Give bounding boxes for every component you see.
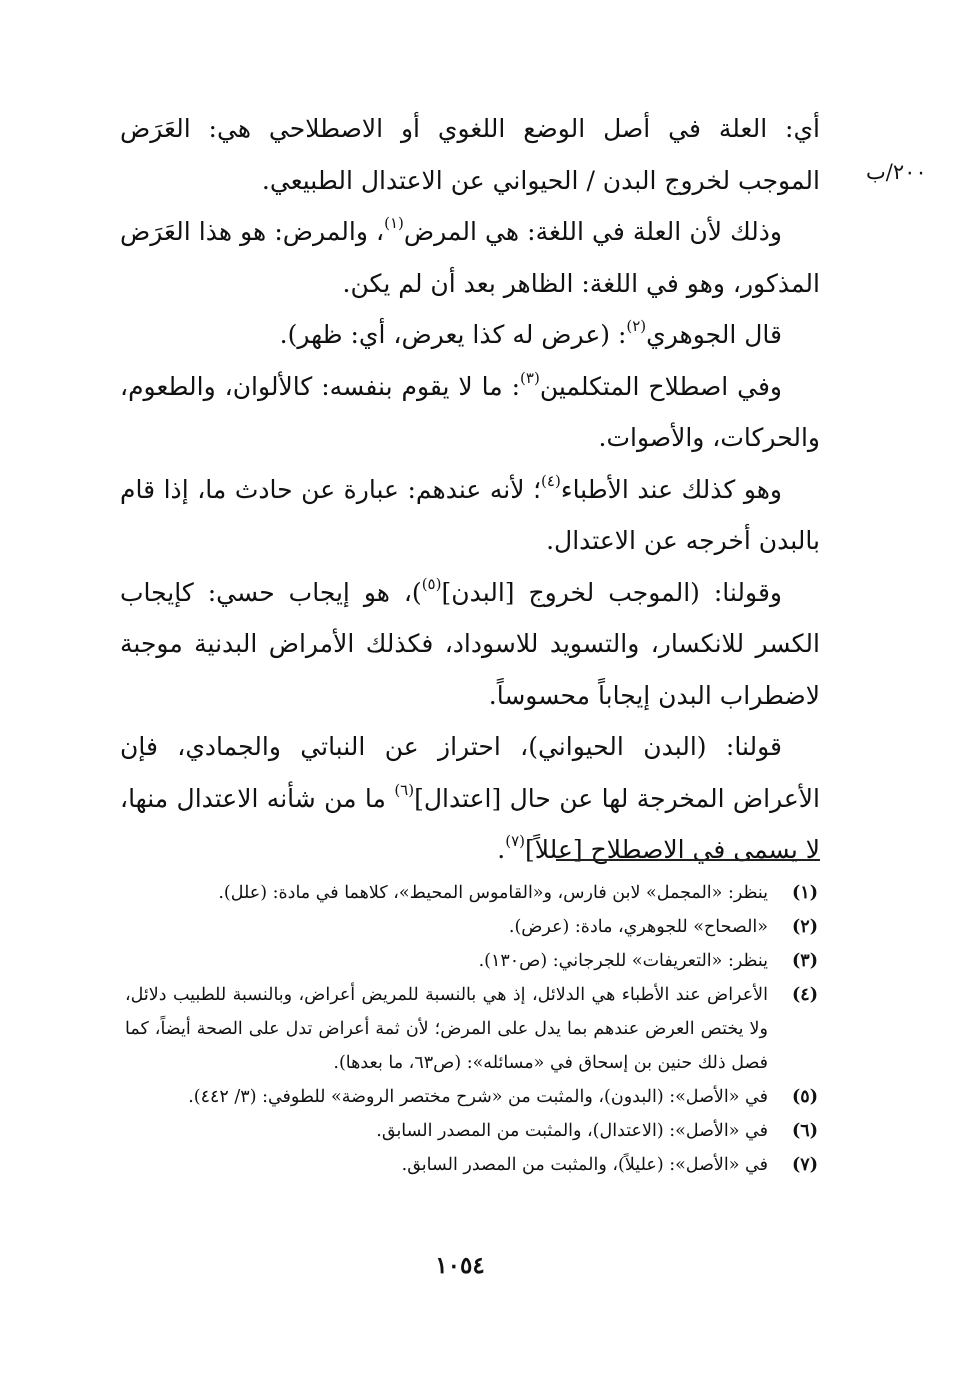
- paragraph-text: .: [497, 835, 506, 864]
- paragraph-text: وقولنا: (الموجب لخروج [البدن]: [441, 577, 782, 607]
- footnote-marker: (٣): [520, 368, 540, 387]
- main-text: [120, 103, 820, 876]
- folio-margin-note: ٢٠٠/ب: [866, 160, 927, 184]
- paragraph: [120, 567, 820, 722]
- footnote-item: [125, 910, 825, 944]
- footnote-marker: (١): [384, 214, 404, 232]
- paragraph: [120, 464, 820, 567]
- footnotes: [125, 876, 825, 1182]
- footnote-text: الأعراض عند الأطباء هي الدلائل، إذ هي بالنسبة للمريض أعراض، وبالنسبة للطبيب دلائل، ولا يختص العرض عندهم بما يدل على المرض؛ لأن ثمة أعراض تدل على الصحة أيضاً، كما فصل ذلك حنين بن إسحاق في «مسائله»: (ص٦٣، ما بعدها).: [125, 985, 768, 1073]
- paragraph: [120, 103, 820, 206]
- footnote-marker: (٧): [505, 832, 525, 850]
- paragraph: [120, 361, 820, 464]
- footnote-number: (٧): [792, 1155, 818, 1175]
- paragraph-text: قال الجوهري: [646, 320, 782, 349]
- footnote-text: ينظر: «المجمل» لابن فارس، و«القاموس المحيط»، كلاهما في مادة: (علل).: [218, 883, 768, 903]
- footnote-item: [125, 944, 825, 978]
- paragraph: [120, 721, 820, 876]
- footnote-item: [125, 876, 825, 910]
- footnote-item: [125, 1114, 825, 1148]
- footnote-text: في «الأصل»: (البدون)، والمثبت من «شرح مختصر الروضة» للطوفي: (٣/ ٤٤٢).: [188, 1087, 768, 1107]
- footnote-marker: (٢): [626, 317, 647, 335]
- footnote-separator: [556, 859, 820, 861]
- paragraph-text: ؛ لأنه عندهم: عبارة عن حادث ما، إذا قام بالبدن أخرجه عن الاعتدال.: [120, 474, 820, 555]
- footnote-text: في «الأصل»: (الاعتدال)، والمثبت من المصدر السابق.: [376, 1121, 768, 1141]
- footnote-item: [125, 1080, 825, 1114]
- footnote-number: (٢): [792, 917, 818, 937]
- footnote-item: [125, 978, 825, 1080]
- paragraph-text: ما من شأنه الاعتدال منها، لا يسمى في الاصطلاح [عللاً]: [120, 783, 820, 864]
- footnote-marker: (٥): [421, 574, 442, 593]
- paragraph: [120, 206, 820, 309]
- footnote-number: (٣): [792, 951, 818, 971]
- footnote-number: (٥): [792, 1087, 818, 1107]
- paragraph-text: وفي اصطلاح المتكلمين: [539, 371, 782, 401]
- paragraph-text: أي: العلة في أصل الوضع اللغوي أو الاصطلاحي هي: العَرَض الموجب لخروج البدن / الحيواني عن الاعتدال الطبيعي.: [120, 114, 820, 195]
- footnote-text: في «الأصل»: (عليلاً)، والمثبت من المصدر السابق.: [401, 1155, 768, 1175]
- paragraph-text: قولنا: (البدن الحيواني)، احتراز عن النباتي والجمادي، فإن الأعراض المخرجة لها عن حال [اعتدال]: [120, 732, 820, 813]
- footnote-marker: (٤): [541, 471, 561, 490]
- page-number: ١٠٥٤: [435, 1252, 485, 1279]
- footnote-text: «الصحاح» للجوهري، مادة: (عرض).: [508, 917, 768, 937]
- paragraph-text: وهو كذلك عند الأطباء: [560, 474, 782, 504]
- paragraph-text: وذلك لأن العلة في اللغة: هي المرض: [403, 217, 782, 246]
- footnote-number: (١): [792, 883, 818, 903]
- footnote-text: ينظر: «التعريفات» للجرجاني: (ص١٣٠).: [478, 951, 768, 971]
- footnote-number: (٦): [792, 1121, 818, 1141]
- paragraph: [120, 309, 820, 361]
- paragraph-text: ، والمرض: هو هذا العَرَض المذكور، وهو في اللغة: الظاهر بعد أن لم يكن.: [120, 217, 820, 298]
- footnote-number: (٤): [792, 985, 818, 1005]
- footnote-marker: (٦): [394, 780, 415, 799]
- paragraph-text: )، هو إيجاب حسي: كإيجاب الكسر للانكسار، والتسويد للاسوداد، فكذلك الأمراض البدنية موجبة لاضطراب البدن إيجاباً محسوساً.: [120, 577, 820, 710]
- paragraph-text: : ما لا يقوم بنفسه: كالألوان، والطعوم، والحركات، والأصوات.: [120, 371, 820, 452]
- paragraph-text: : (عرض له كذا يعرض، أي: ظهر).: [279, 320, 627, 349]
- footnote-item: [125, 1148, 825, 1182]
